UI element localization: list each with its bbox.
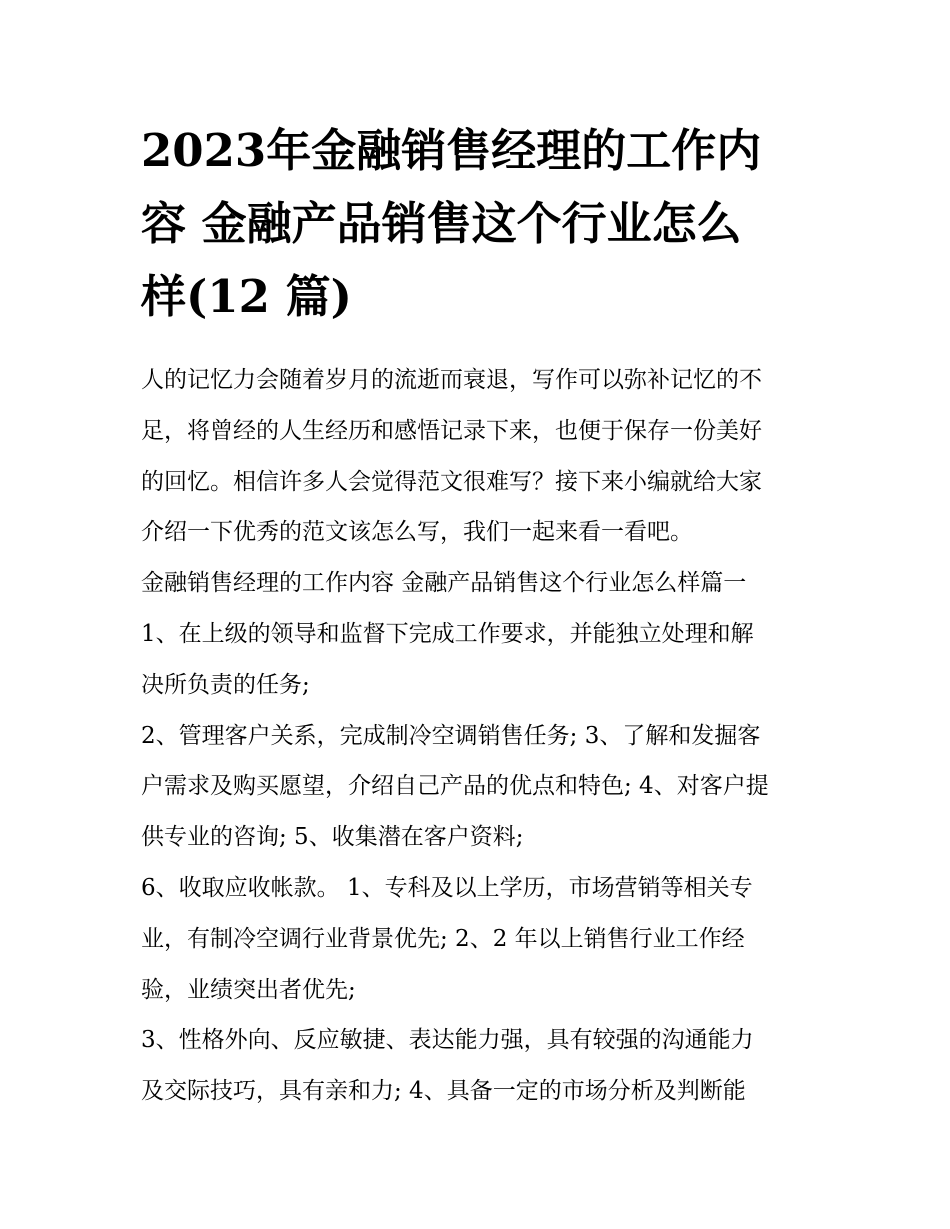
title-line-text: 样(12 篇) bbox=[141, 270, 352, 323]
body-line: 介绍一下优秀的范文该怎么写，我们一起来看一看吧。 bbox=[141, 519, 693, 546]
document-title bbox=[141, 114, 816, 333]
title-line-text: 容 金融产品销售这个行业怎么 bbox=[141, 197, 742, 250]
document-body bbox=[141, 355, 821, 1117]
body-line: 户需求及购买愿望，介绍自己产品的优点和特色; 4、对客户提 bbox=[141, 773, 769, 800]
section-heading: 金融销售经理的工作内容 金融产品销售这个行业怎么样篇一 bbox=[141, 570, 747, 597]
title-line bbox=[141, 260, 816, 333]
body-line: 供专业的咨询; 5、收集潜在客户资料; bbox=[141, 824, 524, 851]
title-line bbox=[141, 187, 816, 260]
body-line: 人的记忆力会随着岁月的流逝而衰退，写作可以弥补记忆的不 bbox=[141, 367, 762, 393]
body-line: 及交际技巧，具有亲和力; 4、具备一定的市场分析及判断能 bbox=[141, 1078, 746, 1105]
body-line: 6、收取应收帐款。 1、专科及以上学历，市场营销等相关专 bbox=[141, 874, 753, 901]
body-line: 决所负责的任务; bbox=[141, 671, 310, 698]
body-line: 2、管理客户关系，完成制冷空调销售任务; 3、了解和发掘客 bbox=[141, 722, 761, 749]
body-line: 足，将曾经的人生经历和感悟记录下来，也便于保存一份美好 bbox=[141, 417, 762, 444]
body-line: 3、性格外向、反应敏捷、表达能力强，具有较强的沟通能力 bbox=[141, 1027, 754, 1054]
title-line bbox=[141, 114, 816, 187]
body-line: 的回忆。相信许多人会觉得范文很难写？接下来小编就给大家 bbox=[141, 468, 762, 495]
title-year: 2023 bbox=[141, 124, 267, 177]
body-line: 业，有制冷空调行业背景优先; 2、2 年以上销售行业工作经 bbox=[141, 925, 745, 952]
body-line: 验，业绩突出者优先; bbox=[141, 976, 356, 1003]
body-line: 1、在上级的领导和监督下完成工作要求，并能独立处理和解 bbox=[141, 620, 754, 647]
title-line-text: 年金融销售经理的工作内 bbox=[266, 124, 762, 177]
